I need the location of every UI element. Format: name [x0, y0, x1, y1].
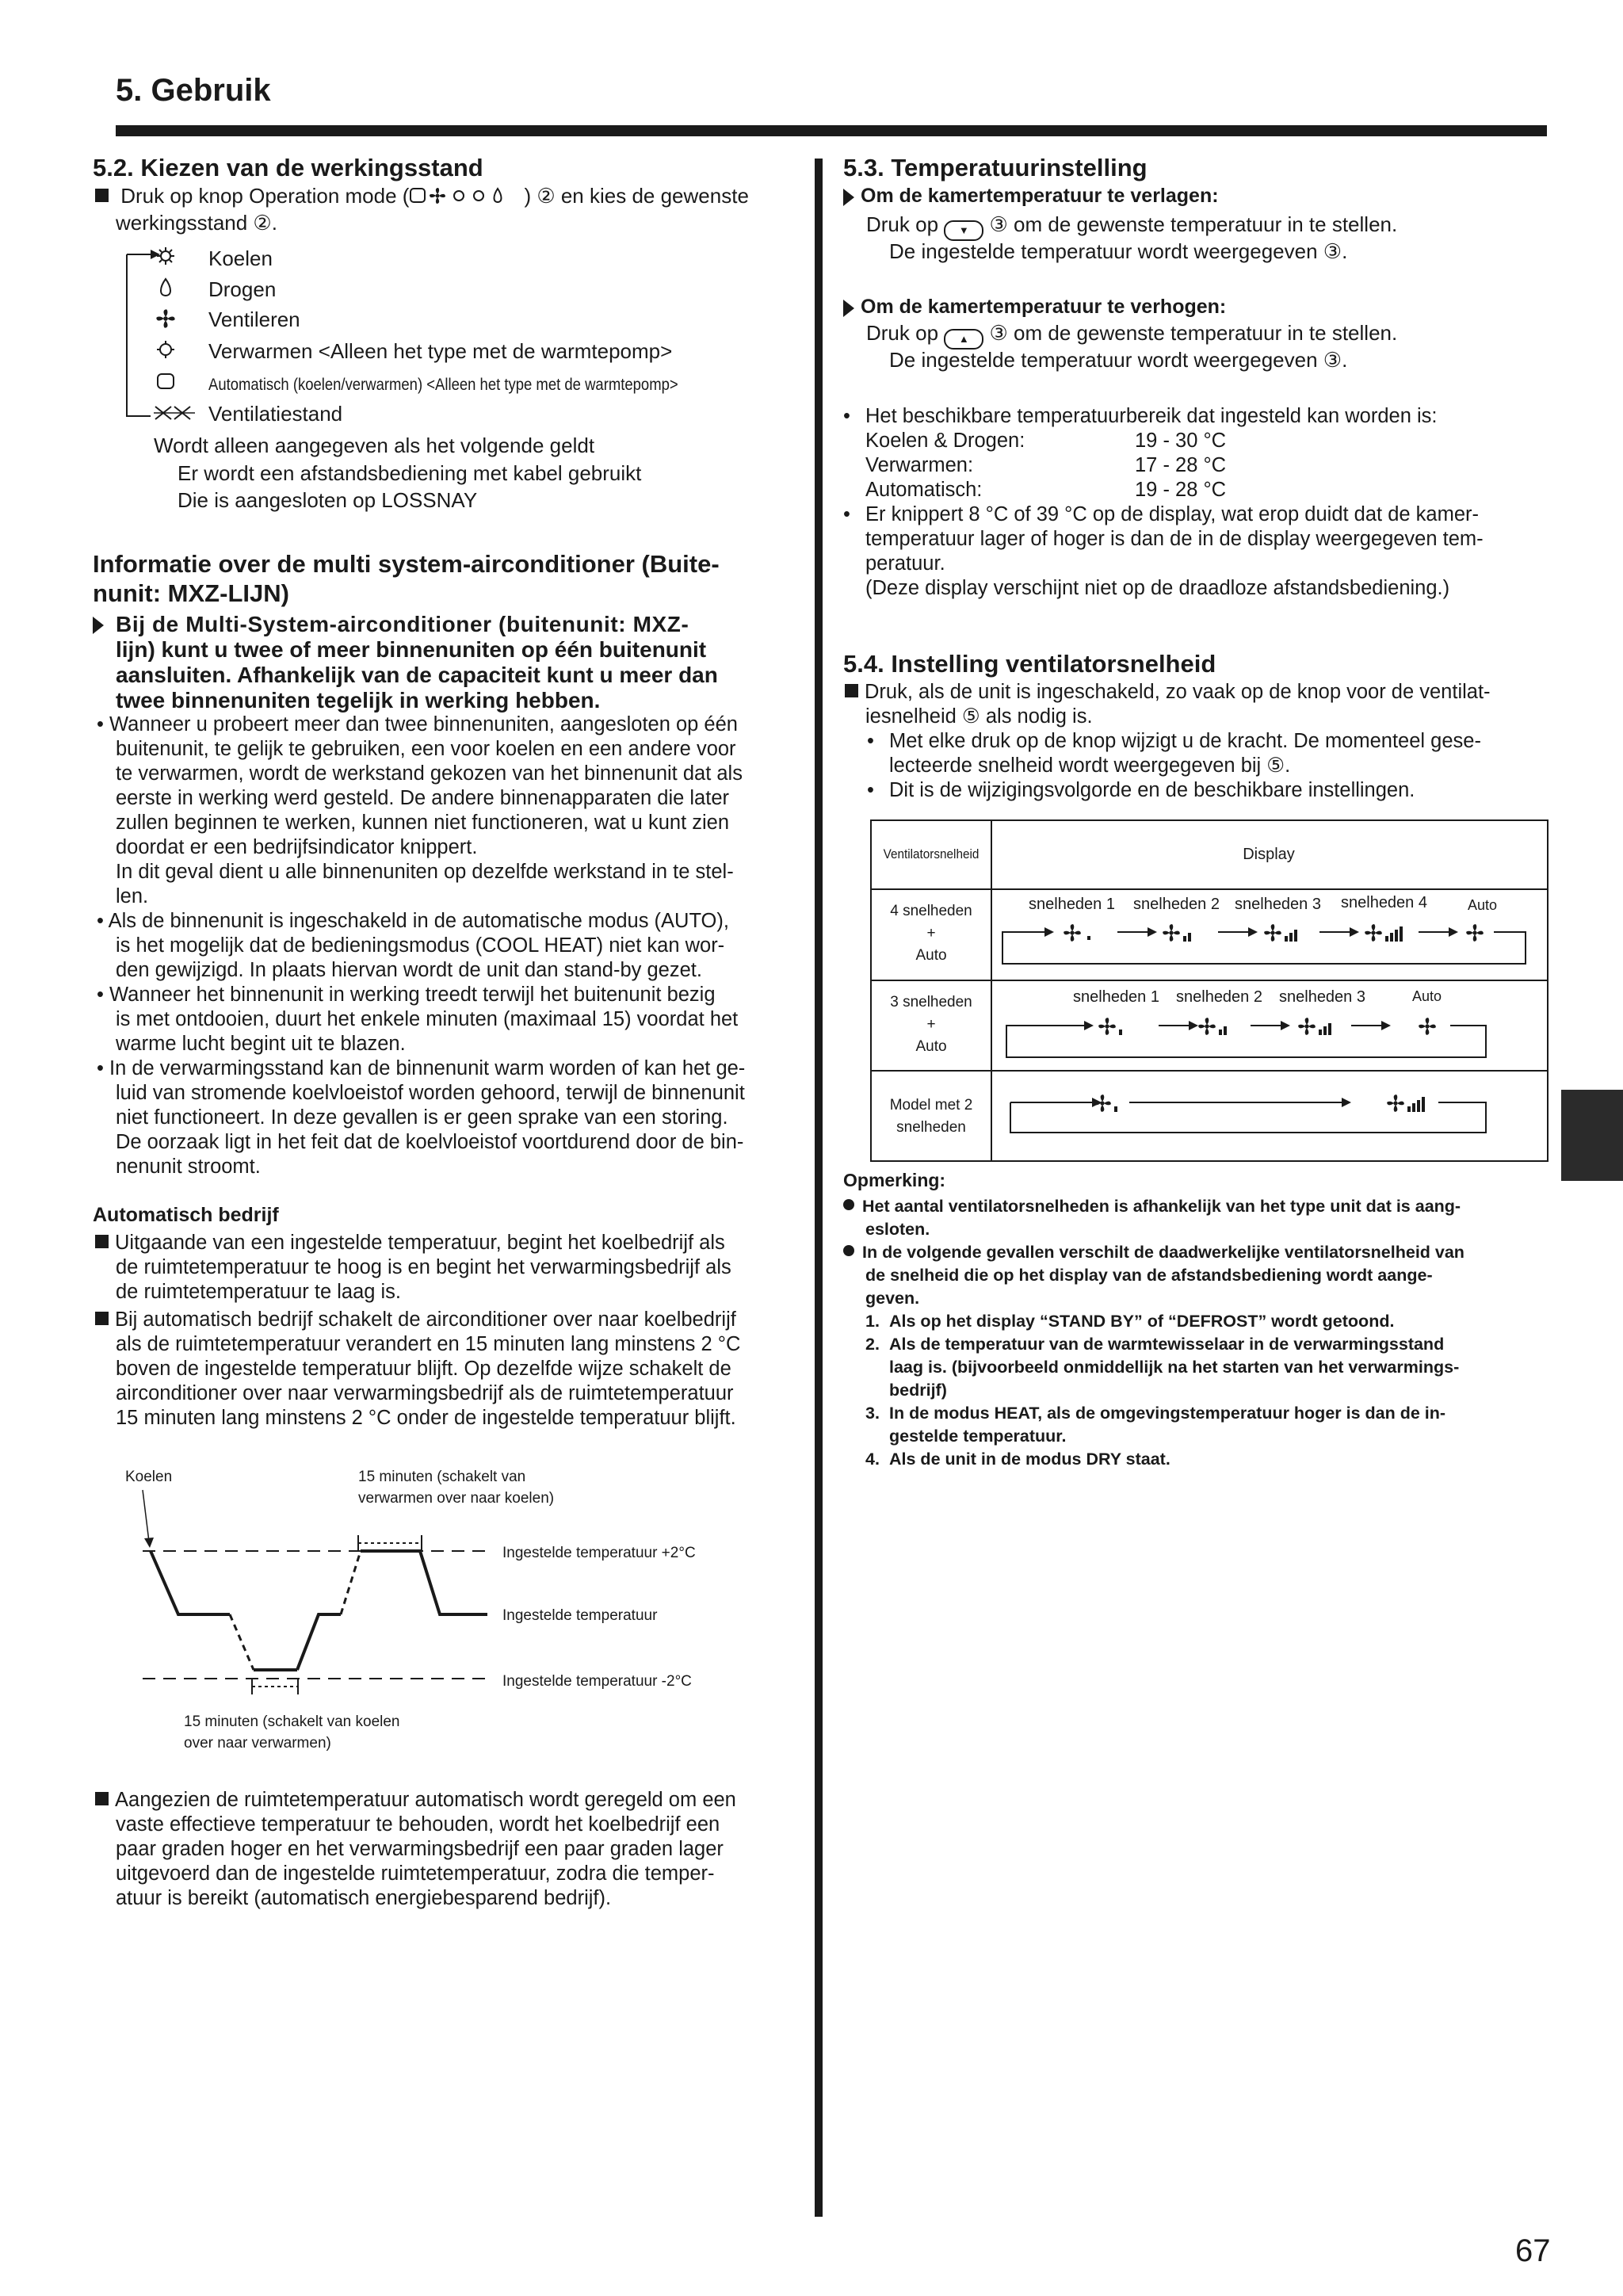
diagram-top-note-1: 15 minuten (schakelt van	[358, 1469, 526, 1485]
multi-system-bullets: • Wanneer u probeert meer dan twee binnenuniten, aangesloten op één buitenunit, te gelijk te gebruiken, een voor koelen en een andere voor te verwarmen, wordt de werkstand gekozen van het binnenunit dat als eerste in werking werd gesteld. De andere binnenapparaten die later zullen beginnen te werken, kunnen niet functioneren, wat u kunt zien doordat er een bedrijfsindicator knippert. In dit geval dient u alle binnenuniten op dezelfde werkstand in te stel- len. • Als de binnenunit is ingeschakeld in de automatische modus (AUTO), is het mogelijk dat de bedieningsmodus (COOL HEAT) niet kan wor- den gewijzigd. In plaats hiervan wordt de unit dan stand-by gezet. • Wanneer het binnenunit in werking treedt terwijl het buitenunit bezig is met ontdooien, duurt het enkele minuten (maximaal 15) voordat het warme lucht begint uit te blazen. • In de verwarmingsstand kan de binnenunit warm worden of kan het ge- luid van stromende koelvloeistof worden gehoord, terwijl de binnenunit niet functioneert. In deze gevallen is er geen sprake van een storing. De oorzaak ligt in het feit dat de koelvloeistof voortdurend door de bin- nenunit stroomt.	[97, 713, 746, 1178]
auto-mode-diagram	[119, 1462, 816, 1763]
chapter-title: 5. Gebruik	[116, 73, 271, 108]
fan-speed-cycle-4	[999, 919, 1545, 976]
note-list: Het aantal ventilatorsnelheden is afhankelijk van het type unit dat is aang- esloten. In de volgende gevallen verschilt de daadwerkelijke ventilatorsnelheid van de snelheid die op het display van de afstandsbediening wordt aange- geven. 1. Als op het display “STAND BY” of “DEFROST” wordt getoond. 2. Als de temperatuur van de warmtewisselaar in de verwarmingsstand laag is. (bijvoorbeeld onmiddellijk na het starten van het verwarmings- bedrijf) 3. In de modus HEAT, als de omgevingstemperatuur hoger is dan de in- gestelde temperatuur. 4. Als de unit in de modus DRY staat.	[843, 1195, 1549, 1471]
table-header-fan-speed: Ventilatorsnelheid	[883, 846, 980, 861]
square-bullet-icon	[95, 1312, 109, 1325]
ventilation-condition-2: Die is aangesloten op LOSSNAY	[178, 488, 478, 512]
fan-speed-cycle-2	[999, 1090, 1545, 1145]
page-number: 67	[1515, 2233, 1551, 2268]
speed-label: snelheden 2	[1133, 896, 1220, 913]
section-5-4-title: 5.4. Instelling ventilatorsnelheid	[843, 650, 1216, 678]
diagram-top-note-2: verwarmen over naar koelen)	[358, 1490, 555, 1507]
mode-label-cool: Koelen	[208, 246, 273, 270]
heat-mode-icon	[155, 339, 176, 364]
operation-mode-instruction: Druk op knop Operation mode ( ) ② en kies de gewenste	[95, 184, 796, 208]
raise-temp-heading: Om de kamertemperatuur te verhogen:	[861, 296, 1227, 318]
note-heading: Opmerking:	[843, 1170, 946, 1190]
diagram-label-set: Ingestelde temperatuur	[502, 1607, 658, 1624]
speed-label: snelheden 4	[1341, 894, 1427, 911]
header-rule	[116, 125, 1547, 136]
square-bullet-icon	[845, 684, 858, 697]
row-label-3-speeds: 3 snelheden + Auto	[890, 994, 972, 1055]
square-bullet-icon	[95, 1792, 109, 1805]
diagram-label-plus2: Ingestelde temperatuur +2°C	[502, 1545, 696, 1561]
speed-label: snelheden 3	[1279, 988, 1365, 1006]
row-label-2-speeds: Model met 2 snelheden	[889, 1097, 973, 1136]
arrow-bullet-icon	[93, 617, 104, 636]
diagram-label-koelen: Koelen	[125, 1469, 173, 1485]
section-5-2-title: 5.2. Kiezen van de werkingsstand	[93, 154, 483, 181]
fan-speed-instructions: Druk, als de unit is ingeschakeld, zo vaak op de knop voor de ventilat- iesnelheid ⑤ als nodig is. • Met elke druk op de knop wijzigt u de kracht. De momenteel gese- lecteerde snelheid wordt weergegeven bij ⑤. • Dit is de wijzigingsvolgorde en de beschikbare instellingen.	[845, 680, 1558, 803]
speed-label: snelheden 2	[1176, 988, 1262, 1006]
ventilation-note: Wordt alleen aangegeven als het volgende geldt	[154, 434, 595, 457]
speed-label: Auto	[1468, 897, 1498, 913]
ventilation-condition-1: Er wordt een afstandsbediening met kabel gebruikt	[178, 461, 642, 485]
multi-system-bold-intro: Bij de Multi-System-airconditioner (buitenunit: MXZ- lijn) kunt u twee of meer binnenuniten op één buitenunit aansluiten. Afhankelijk van de capaciteit kunt u meer dan twee binnenuniten tegelijk in werking hebben.	[116, 612, 718, 712]
mode-icons-strip	[409, 186, 524, 204]
mode-label-dry: Drogen	[208, 277, 277, 301]
speed-label: Auto	[1412, 988, 1442, 1004]
multi-system-title: Informatie over de multi system-airconditioner (Buite- nunit: MXZ-LIJN)	[93, 550, 720, 607]
square-bullet-icon	[95, 1235, 109, 1248]
lower-temp-heading: Om de kamertemperatuur te verlagen:	[861, 185, 1219, 207]
mode-label-auto: Automatisch (koelen/verwarmen) <Alleen het type met de warmtepomp>	[208, 376, 678, 394]
lower-temp-instruction: Druk op ▼ ③ om de gewenste temperatuur in te stellen.	[866, 212, 1397, 241]
temp-up-button-icon: ▲	[944, 329, 983, 350]
square-bullet-icon	[95, 189, 109, 202]
ventilation-mode-icon	[154, 403, 197, 426]
diagram-bottom-note-1: 15 minuten (schakelt van koelen	[184, 1713, 400, 1730]
auto-mode-icon	[155, 372, 176, 395]
auto-operation-title: Automatisch bedrijf	[93, 1204, 279, 1226]
fan-speed-cycle-3	[999, 1013, 1545, 1070]
section-5-3-title: 5.3. Temperatuurinstelling	[843, 154, 1148, 181]
auto-operation-para-1: Uitgaande van een ingestelde temperatuur, begint het koelbedrijf als de ruimtetemperatuur te hoog is en begint het verwarmingsbedrijf als de ruimtetemperatuur te laag is.	[95, 1231, 796, 1305]
speed-label: snelheden 3	[1235, 896, 1321, 913]
temperature-range-block: • Het beschikbare temperatuurbereik dat ingesteld kan worden is: Koelen & Drogen: 19 - 30 °C Verwarmen: 17 - 28 °C Automatisch: 19 - 28 °C • Er knippert 8 °C of 39 °C op de display, wat erop duidt dat de kamer- temperatuur lager of hoger is dan de in de display weergegeven tem- peratuur. (Deze display verschijnt niet op de draadloze afstandsbediening.)	[843, 405, 1484, 599]
fan-mode-icon	[155, 308, 177, 334]
cool-mode-icon	[155, 246, 179, 269]
temp-down-button-icon: ▼	[944, 220, 983, 241]
diagram-label-minus2: Ingestelde temperatuur -2°C	[502, 1673, 692, 1690]
auto-operation-para-3: Aangezien de ruimtetemperatuur automatisch wordt geregeld om een vaste effectieve temperatuur te behouden, wordt het koelbedrijf een paar graden hoger en het verwarmingsbedrijf een paar graden lager uitgevoerd dan de ingestelde ruimtetemperatuur, zodra die temper- atuur is bereikt (automatisch energiebesparend bedrijf).	[95, 1788, 796, 1911]
side-tab-marker	[1561, 1090, 1623, 1181]
speed-label: snelheden 1	[1029, 896, 1115, 913]
speed-label: snelheden 1	[1073, 988, 1159, 1006]
mode-label-heat: Verwarmen <Alleen het type met de warmtepomp>	[208, 339, 673, 363]
raise-temp-instruction: Druk op ▲ ③ om de gewenste temperatuur in te stellen.	[866, 321, 1397, 350]
auto-operation-para-2: Bij automatisch bedrijf schakelt de airconditioner over naar koelbedrijf als de ruimtetemperatuur verandert en 15 minuten lang minstens 2 °C boven de ingestelde temperatuur blijft. Op dezelfde wijze schakelt de airconditioner over naar verwarmingsbedrijf als de ruimtetemperatuur 15 minuten lang minstens 2 °C onder de ingestelde temperatuur blijft.	[95, 1308, 796, 1431]
lower-temp-display: De ingestelde temperatuur wordt weergegeven ③.	[889, 239, 1348, 263]
bullet-dot-icon	[843, 1245, 854, 1256]
operation-mode-instruction-cont: werkingsstand ②.	[116, 211, 277, 235]
table-header-display: Display	[1243, 846, 1295, 863]
arrow-bullet-icon	[843, 189, 854, 208]
mode-label-ventilation: Ventilatiestand	[208, 402, 343, 426]
mode-label-fan: Ventileren	[208, 308, 300, 331]
dry-mode-icon	[155, 277, 176, 303]
diagram-bottom-note-2: over naar verwarmen)	[184, 1735, 331, 1752]
bullet-dot-icon	[843, 1199, 854, 1210]
row-label-4-speeds: 4 snelheden + Auto	[890, 903, 972, 964]
raise-temp-display: De ingestelde temperatuur wordt weergegeven ③.	[889, 348, 1348, 372]
arrow-bullet-icon	[843, 300, 854, 319]
column-divider	[815, 159, 823, 2217]
